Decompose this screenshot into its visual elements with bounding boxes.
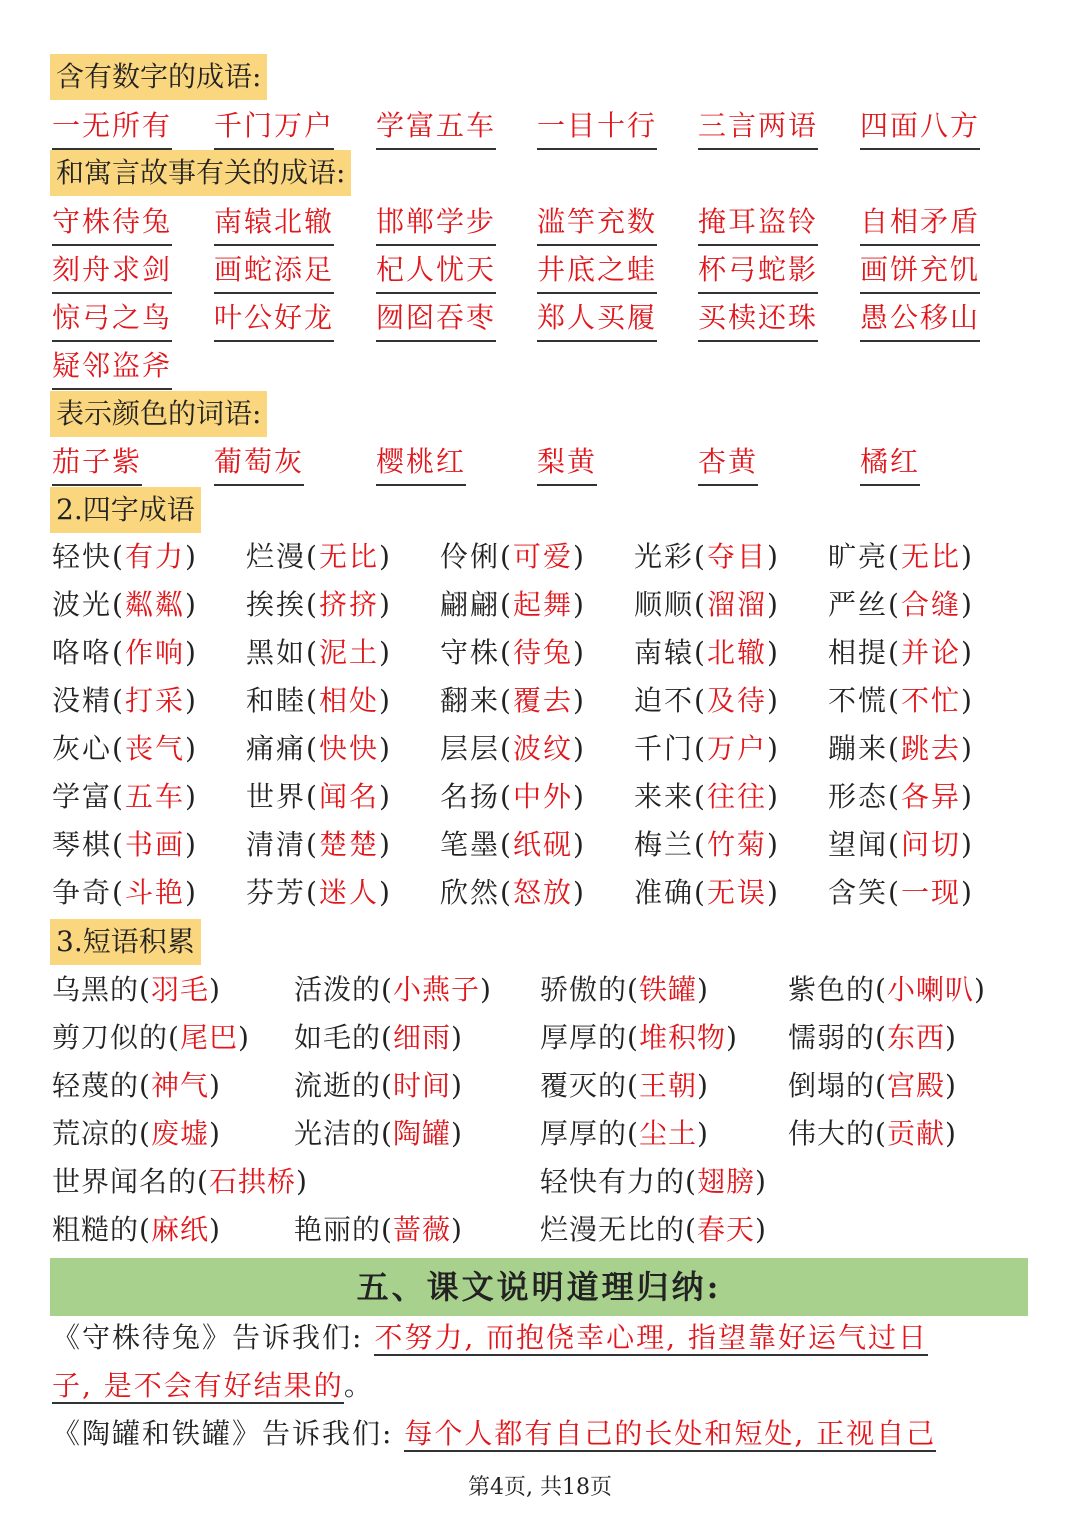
idiom-prefix: 芬芳 <box>246 876 307 909</box>
idiom-answer: 北辙 <box>706 636 767 669</box>
phrase-prefix: 活泼的 <box>294 973 382 1006</box>
idiom-pair: 层层(波纹) <box>440 732 586 765</box>
idiom-prefix: 世界 <box>246 780 307 813</box>
idiom-prefix: 梅兰 <box>634 828 695 861</box>
fable-idioms-row <box>52 248 1052 296</box>
phrase-pair: 世界闻名的(石拱桥) <box>52 1165 308 1198</box>
color-word: 橘红 <box>860 440 920 486</box>
phrase-pair: 如毛的(细雨) <box>294 1021 463 1054</box>
idiom-answer: 及待 <box>706 684 767 717</box>
idiom-pair: 光彩(夺目) <box>634 540 780 573</box>
idiom-prefix: 不慌 <box>828 684 889 717</box>
idiom-pair: 芬芳(迷人) <box>246 876 392 909</box>
idiom-pair: 蹦来(跳去) <box>828 732 974 765</box>
idiom-prefix: 和睦 <box>246 684 307 717</box>
idiom-pair: 翻来(覆去) <box>440 684 586 717</box>
phrase-prefix: 厚厚的 <box>540 1117 628 1150</box>
idiom-prefix: 层层 <box>440 732 501 765</box>
color-word: 茄子紫 <box>52 440 142 486</box>
idiom-answer: 竹菊 <box>706 828 767 861</box>
heading-fable-idioms: 和寓言故事有关的成语: <box>50 150 351 196</box>
phrase-prefix: 轻快有力的 <box>540 1165 686 1198</box>
phrase-pair: 骄傲的(铁罐) <box>540 973 709 1006</box>
idiom-prefix: 相提 <box>828 636 889 669</box>
idiom-word: 一无所有 <box>52 104 172 150</box>
idiom-word: 杯弓蛇影 <box>698 248 818 294</box>
idiom-pair: 伶俐(可爱) <box>440 540 586 573</box>
phrase-pair: 流逝的(时间) <box>294 1069 463 1102</box>
idiom-word: 画饼充饥 <box>860 248 980 294</box>
fable-idioms-row <box>52 296 1052 344</box>
idiom-pair: 名扬(中外) <box>440 780 586 813</box>
phrase-prefix: 粗糙的 <box>52 1213 140 1246</box>
idiom-answer: 不忙 <box>900 684 961 717</box>
idiom-pair: 世界(闻名) <box>246 780 392 813</box>
phrase-pair: 覆灭的(王朝) <box>540 1069 709 1102</box>
idiom-answer: 各异 <box>900 780 961 813</box>
idiom-answer: 问切 <box>900 828 961 861</box>
phrase-prefix: 懦弱的 <box>788 1021 876 1054</box>
idiom-answer: 迷人 <box>318 876 379 909</box>
phrase-answer: 翅膀 <box>696 1165 755 1198</box>
phrase-prefix: 光洁的 <box>294 1117 382 1150</box>
idiom-pair: 梅兰(竹菊) <box>634 828 780 861</box>
idiom-word: 掩耳盗铃 <box>698 200 818 246</box>
idiom-answer: 斗艳 <box>124 876 185 909</box>
phrase-prefix: 覆灭的 <box>540 1069 628 1102</box>
idiom-prefix: 痛痛 <box>246 732 307 765</box>
idiom-pair: 旷亮(无比) <box>828 540 974 573</box>
phrase-pair: 乌黑的(羽毛) <box>52 973 221 1006</box>
idiom-prefix: 望闻 <box>828 828 889 861</box>
phrase-prefix: 倒塌的 <box>788 1069 876 1102</box>
idiom-prefix: 学富 <box>52 780 113 813</box>
idiom-pair: 望闻(问切) <box>828 828 974 861</box>
idiom-word: 一目十行 <box>537 104 657 150</box>
idiom-pair: 和睦(相处) <box>246 684 392 717</box>
idiom-word: 杞人忧天 <box>376 248 496 294</box>
idiom-word: 三言两语 <box>698 104 818 150</box>
phrase-prefix: 乌黑的 <box>52 973 140 1006</box>
phrase-prefix: 艳丽的 <box>294 1213 382 1246</box>
idiom-word: 邯郸学步 <box>376 200 496 246</box>
idiom-prefix: 咯咯 <box>52 636 113 669</box>
idiom-prefix: 挨挨 <box>246 588 307 621</box>
idiom-answer: 五车 <box>124 780 185 813</box>
phrase-pair: 懦弱的(东西) <box>788 1021 957 1054</box>
phrase-answer: 陶罐 <box>392 1117 451 1150</box>
idiom-answer: 闻名 <box>318 780 379 813</box>
phrase-answer: 宫殿 <box>886 1069 945 1102</box>
phrase-pair: 艳丽的(蔷薇) <box>294 1213 463 1246</box>
idiom-pair: 翩翩(起舞) <box>440 588 586 621</box>
idiom-answer: 怒放 <box>512 876 573 909</box>
idiom-pair: 挨挨(挤挤) <box>246 588 392 621</box>
phrase-prefix: 如毛的 <box>294 1021 382 1054</box>
phrase-pair: 紫色的(小喇叭) <box>788 973 986 1006</box>
idiom-prefix: 翩翩 <box>440 588 501 621</box>
idiom-answer: 纸砚 <box>512 828 573 861</box>
idiom-prefix: 准确 <box>634 876 695 909</box>
phrase-prefix: 伟大的 <box>788 1117 876 1150</box>
idiom-answer: 波纹 <box>512 732 573 765</box>
idiom-word: 滥竽充数 <box>537 200 657 246</box>
fable-idioms-row <box>52 344 1052 392</box>
idiom-word: 四面八方 <box>860 104 980 150</box>
idiom-answer: 无比 <box>900 540 961 573</box>
idiom-answer: 起舞 <box>512 588 573 621</box>
phrase-pair: 光洁的(陶罐) <box>294 1117 463 1150</box>
page-footer: 第4页, 共18页 <box>468 1475 612 1500</box>
idiom-prefix: 蹦来 <box>828 732 889 765</box>
idiom-answer: 可爱 <box>512 540 573 573</box>
phrase-answer: 尾巴 <box>179 1021 238 1054</box>
phrase-pair: 粗糙的(麻纸) <box>52 1213 221 1246</box>
idiom-word: 井底之蛙 <box>537 248 657 294</box>
phrase-prefix: 剪刀似的 <box>52 1021 169 1054</box>
idiom-prefix: 旷亮 <box>828 540 889 573</box>
idiom-pair: 咯咯(作响) <box>52 636 198 669</box>
idiom-pair: 争奇(斗艳) <box>52 876 198 909</box>
idiom-prefix: 琴棋 <box>52 828 113 861</box>
idiom-answer: 有力 <box>124 540 185 573</box>
idiom-prefix: 守株 <box>440 636 501 669</box>
idiom-pair: 形态(各异) <box>828 780 974 813</box>
idiom-word: 南辕北辙 <box>214 200 334 246</box>
idiom-pair: 相提(并论) <box>828 636 974 669</box>
lesson-item-continued <box>52 1362 1032 1410</box>
idiom-pair: 轻快(有力) <box>52 540 198 573</box>
idiom-pair: 没精(打采) <box>52 684 198 717</box>
lesson-prefix: 《陶罐和铁罐》告诉我们: <box>52 1417 394 1450</box>
idiom-word: 囫囵吞枣 <box>376 296 496 342</box>
idiom-pair: 灰心(丧气) <box>52 732 198 765</box>
phrase-pair: 厚厚的(尘土) <box>540 1117 709 1150</box>
number-idioms-row <box>52 104 1052 152</box>
idiom-pair: 严丝(合缝) <box>828 588 974 621</box>
phrase-pair: 轻快有力的(翅膀) <box>540 1165 767 1198</box>
idiom-prefix: 欣然 <box>440 876 501 909</box>
idiom-prefix: 迫不 <box>634 684 695 717</box>
idiom-word: 自相矛盾 <box>860 200 980 246</box>
phrase-answer: 小燕子 <box>392 973 480 1006</box>
idiom-answer: 楚楚 <box>318 828 379 861</box>
idiom-answer: 跳去 <box>900 732 961 765</box>
lesson-item <box>52 1410 1032 1458</box>
idiom-word: 愚公移山 <box>860 296 980 342</box>
idiom-prefix: 顺顺 <box>634 588 695 621</box>
idiom-prefix: 来来 <box>634 780 695 813</box>
lessons-title: 五、课文说明道理归纳: <box>50 1258 1028 1316</box>
idiom-pair: 笔墨(纸砚) <box>440 828 586 861</box>
idiom-prefix: 光彩 <box>634 540 695 573</box>
idiom-answer: 无比 <box>318 540 379 573</box>
phrase-prefix: 流逝的 <box>294 1069 382 1102</box>
heading-phrases: 3.短语积累 <box>50 919 201 965</box>
idiom-answer: 无误 <box>706 876 767 909</box>
idiom-pair: 清清(楚楚) <box>246 828 392 861</box>
idiom-prefix: 含笑 <box>828 876 889 909</box>
idiom-pair: 琴棋(书画) <box>52 828 198 861</box>
idiom-answer: 相处 <box>318 684 379 717</box>
phrase-prefix: 烂漫无比的 <box>540 1213 686 1246</box>
lesson-prefix: 《守株待兔》告诉我们: <box>52 1321 364 1354</box>
idiom-answer: 打采 <box>124 684 185 717</box>
idiom-answer: 快快 <box>318 732 379 765</box>
idiom-answer: 丧气 <box>124 732 185 765</box>
phrase-answer: 时间 <box>392 1069 451 1102</box>
phrase-answer: 蔷薇 <box>392 1213 451 1246</box>
heading-number-idioms: 含有数字的成语: <box>50 54 267 100</box>
idiom-pair: 烂漫(无比) <box>246 540 392 573</box>
idiom-prefix: 笔墨 <box>440 828 501 861</box>
idiom-word: 郑人买履 <box>537 296 657 342</box>
idiom-answer: 待兔 <box>512 636 573 669</box>
phrase-pair: 伟大的(贡献) <box>788 1117 957 1150</box>
idiom-word: 刻舟求剑 <box>52 248 172 294</box>
phrase-pair: 轻蔑的(神气) <box>52 1069 221 1102</box>
phrase-answer: 春天 <box>696 1213 755 1246</box>
idiom-pair: 波光(粼粼) <box>52 588 198 621</box>
idiom-answer: 往往 <box>706 780 767 813</box>
lesson-item <box>52 1314 1032 1362</box>
color-words-row <box>52 440 1052 488</box>
idiom-word: 学富五车 <box>376 104 496 150</box>
idiom-prefix: 南辕 <box>634 636 695 669</box>
phrase-answer: 羽毛 <box>150 973 209 1006</box>
lesson-answer: 不努力, 而抱侥幸心理, 指望靠好运气过日 <box>374 1321 928 1354</box>
phrase-pair: 烂漫无比的(春天) <box>540 1213 767 1246</box>
idiom-answer: 夺目 <box>706 540 767 573</box>
lesson-answer: 每个人都有自己的长处和短处, 正视自己 <box>404 1417 937 1450</box>
idiom-pair: 欣然(怒放) <box>440 876 586 909</box>
color-word: 樱桃红 <box>376 440 466 486</box>
phrase-answer: 小喇叭 <box>886 973 974 1006</box>
lesson-tail: 。 <box>343 1369 374 1402</box>
idiom-pair: 来来(往往) <box>634 780 780 813</box>
fable-idioms-row <box>52 200 1052 248</box>
heading-color-words: 表示颜色的词语: <box>50 391 267 437</box>
idiom-answer: 泥土 <box>318 636 379 669</box>
idiom-prefix: 清清 <box>246 828 307 861</box>
idiom-answer: 溜溜 <box>706 588 767 621</box>
idiom-answer: 并论 <box>900 636 961 669</box>
idiom-prefix: 翻来 <box>440 684 501 717</box>
idiom-answer: 覆去 <box>512 684 573 717</box>
phrase-prefix: 紫色的 <box>788 973 876 1006</box>
color-word: 梨黄 <box>537 440 597 486</box>
phrase-prefix: 荒凉的 <box>52 1117 140 1150</box>
idiom-prefix: 争奇 <box>52 876 113 909</box>
idiom-prefix: 轻快 <box>52 540 113 573</box>
phrase-prefix: 轻蔑的 <box>52 1069 140 1102</box>
idiom-prefix: 没精 <box>52 684 113 717</box>
idiom-pair: 含笑(一现) <box>828 876 974 909</box>
idiom-answer: 万户 <box>706 732 767 765</box>
phrase-answer: 尘土 <box>638 1117 697 1150</box>
idiom-pair: 顺顺(溜溜) <box>634 588 780 621</box>
idiom-prefix: 名扬 <box>440 780 501 813</box>
idiom-answer: 书画 <box>124 828 185 861</box>
idiom-pair: 准确(无误) <box>634 876 780 909</box>
idiom-answer: 一现 <box>900 876 961 909</box>
phrase-pair: 荒凉的(废墟) <box>52 1117 221 1150</box>
idiom-pair: 千门(万户) <box>634 732 780 765</box>
phrase-pair: 活泼的(小燕子) <box>294 973 492 1006</box>
idiom-prefix: 波光 <box>52 588 113 621</box>
idiom-word: 惊弓之鸟 <box>52 296 172 342</box>
idiom-word: 疑邻盗斧 <box>52 344 172 390</box>
idiom-pair: 痛痛(快快) <box>246 732 392 765</box>
idiom-answer: 粼粼 <box>124 588 185 621</box>
idiom-answer: 挤挤 <box>318 588 379 621</box>
idiom-answer: 作响 <box>124 636 185 669</box>
idiom-word: 画蛇添足 <box>214 248 334 294</box>
phrase-answer: 麻纸 <box>150 1213 209 1246</box>
phrase-answer: 细雨 <box>392 1021 451 1054</box>
phrase-prefix: 世界闻名的 <box>52 1165 198 1198</box>
idiom-answer: 合缝 <box>900 588 961 621</box>
idiom-pair: 学富(五车) <box>52 780 198 813</box>
phrase-pair: 剪刀似的(尾巴) <box>52 1021 250 1054</box>
idiom-pair: 迫不(及待) <box>634 684 780 717</box>
idiom-prefix: 灰心 <box>52 732 113 765</box>
idiom-prefix: 严丝 <box>828 588 889 621</box>
lesson-answer: 子, 是不会有好结果的 <box>52 1369 344 1402</box>
idiom-pair: 不慌(不忙) <box>828 684 974 717</box>
phrase-pair: 厚厚的(堆积物) <box>540 1021 738 1054</box>
idiom-prefix: 千门 <box>634 732 695 765</box>
color-word: 杏黄 <box>698 440 758 486</box>
phrase-prefix: 厚厚的 <box>540 1021 628 1054</box>
idiom-word: 买椟还珠 <box>698 296 818 342</box>
idiom-pair: 南辕(北辙) <box>634 636 780 669</box>
phrase-answer: 贡献 <box>886 1117 945 1150</box>
phrase-pair: 倒塌的(宫殿) <box>788 1069 957 1102</box>
color-word: 葡萄灰 <box>214 440 304 486</box>
idiom-prefix: 伶俐 <box>440 540 501 573</box>
phrase-answer: 王朝 <box>638 1069 697 1102</box>
idiom-answer: 中外 <box>512 780 573 813</box>
heading-four-char-idioms: 2.四字成语 <box>50 487 201 533</box>
idiom-word: 千门万户 <box>214 104 334 150</box>
idiom-word: 守株待兔 <box>52 200 172 246</box>
idiom-pair: 黑如(泥土) <box>246 636 392 669</box>
phrase-answer: 堆积物 <box>638 1021 726 1054</box>
phrase-prefix: 骄傲的 <box>540 973 628 1006</box>
idiom-prefix: 形态 <box>828 780 889 813</box>
idiom-prefix: 烂漫 <box>246 540 307 573</box>
phrase-answer: 石拱桥 <box>208 1165 296 1198</box>
phrase-answer: 废墟 <box>150 1117 209 1150</box>
idiom-prefix: 黑如 <box>246 636 307 669</box>
phrase-answer: 铁罐 <box>638 973 697 1006</box>
idiom-word: 叶公好龙 <box>214 296 334 342</box>
phrase-answer: 神气 <box>150 1069 209 1102</box>
idiom-pair: 守株(待兔) <box>440 636 586 669</box>
phrase-answer: 东西 <box>886 1021 945 1054</box>
